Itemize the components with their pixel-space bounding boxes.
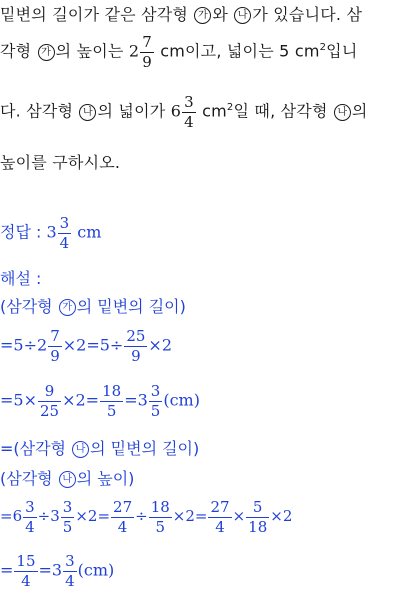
problem-text: 입니 (326, 41, 358, 61)
fraction (23, 499, 37, 535)
denominator: 9 (142, 52, 152, 71)
mixed-number (138, 383, 164, 419)
numerator: 3 (150, 382, 161, 400)
superscript: 2 (319, 42, 327, 54)
problem-text: 일 때, 삼각형 (233, 101, 333, 121)
problem-text: 의 넓이가 (97, 101, 171, 121)
problem-line-1 (0, 2, 362, 25)
denominator: 4 (25, 517, 35, 536)
denominator: 25 (40, 401, 60, 420)
solution-step-2 (0, 436, 199, 459)
problem-text: cm (196, 101, 227, 121)
eq-text: =5× (0, 390, 37, 410)
whole-part: 6 (170, 101, 182, 121)
eq-text: =5÷ (0, 335, 37, 355)
fraction (58, 215, 72, 251)
numerator: 9 (38, 383, 61, 402)
triangle-na-mark: 나 (334, 104, 351, 121)
problem-text: 각형 (0, 41, 37, 61)
mixed-number (13, 499, 38, 535)
fraction (124, 328, 147, 364)
numerator: 3 (62, 498, 73, 516)
whole-part: 3 (137, 390, 148, 410)
unit: (cm) (163, 390, 200, 410)
whole-part: 3 (50, 507, 60, 525)
area-mixed-number (171, 94, 197, 130)
step-text: (삼각형 (0, 469, 58, 488)
equation-2 (0, 383, 200, 419)
problem-line-2 (0, 34, 357, 70)
problem-line-3 (0, 94, 368, 130)
numerator: 18 (102, 382, 122, 400)
eq-text: ×2= (62, 390, 100, 410)
fraction (61, 499, 75, 535)
triangle-ga-mark: 가 (38, 44, 55, 61)
denominator: 5 (106, 401, 117, 420)
whole-part: 3 (46, 222, 57, 242)
denominator: 5 (62, 517, 73, 536)
eq-text: = (0, 507, 13, 525)
step-text: =(삼각형 (0, 439, 72, 458)
equation-4 (0, 553, 114, 589)
height-mixed-number (129, 34, 155, 70)
problem-text: 높이를 구하시오. (0, 153, 121, 172)
problem-text: cm이고, 넓이는 5 cm (154, 41, 320, 61)
numerator: 27 (210, 498, 230, 516)
denominator: 4 (59, 233, 70, 252)
fraction (14, 553, 37, 589)
numerator: 27 (113, 498, 133, 516)
denominator: 4 (21, 571, 31, 590)
whole-part: 2 (37, 335, 48, 355)
triangle-na-mark: 나 (72, 441, 89, 458)
fraction (149, 383, 163, 419)
solution-step-1 (0, 294, 186, 317)
eq-text: ×2 (148, 335, 172, 355)
eq-text: ×2= (75, 507, 111, 525)
eq-text: × (232, 507, 246, 525)
solution-step-3 (0, 466, 134, 489)
step-text: (삼각형 (0, 297, 58, 316)
mixed-number (52, 553, 78, 589)
step-text: 의 밑변의 길이) (90, 439, 200, 458)
denominator: 9 (50, 346, 60, 365)
eq-text: ×2= (172, 507, 208, 525)
fraction (111, 499, 134, 535)
equation-1 (0, 328, 172, 364)
numerator: 3 (59, 214, 70, 232)
numerator: 3 (184, 93, 194, 111)
denominator: 4 (65, 571, 75, 590)
fraction (100, 383, 123, 419)
triangle-ga-mark: 가 (59, 299, 76, 316)
fraction (38, 383, 61, 419)
problem-text: 가 있습니다. 삼 (252, 5, 363, 24)
fraction (246, 499, 269, 535)
eq-text: ×2 (270, 507, 293, 525)
fraction (149, 499, 172, 535)
denominator: 4 (117, 517, 128, 536)
answer-unit: cm (72, 222, 102, 242)
problem-text: 의 높이는 (55, 41, 129, 61)
eq-text: = (38, 560, 52, 580)
fraction (63, 553, 77, 589)
superscript: 2 (226, 102, 234, 114)
equation-3 (0, 499, 292, 535)
triangle-na-mark: 나 (59, 471, 76, 488)
numerator: 25 (126, 327, 146, 345)
denominator: 18 (248, 517, 268, 536)
mixed-number (37, 328, 63, 364)
triangle-na-mark: 나 (234, 7, 251, 24)
denominator: 4 (184, 112, 194, 131)
fraction (182, 94, 196, 130)
numerator: 7 (50, 327, 60, 345)
step-text: 의 밑변의 길이) (76, 297, 186, 316)
whole-part: 6 (12, 507, 23, 525)
eq-text: ×2=5÷ (62, 335, 124, 355)
fraction (140, 34, 154, 70)
whole-part: 2 (128, 41, 140, 61)
answer-line (0, 215, 101, 251)
mixed-number (50, 499, 75, 535)
problem-text: 다. 삼각형 (0, 101, 79, 121)
eq-text: ÷ (37, 507, 51, 525)
problem-line-4 (0, 150, 120, 173)
numerator: 7 (142, 33, 152, 51)
triangle-na-mark: 나 (79, 104, 96, 121)
denominator: 5 (150, 401, 161, 420)
problem-text: 와 (212, 5, 234, 24)
problem-text: 밑변의 길이가 같은 삼각형 (0, 5, 194, 24)
eq-text: = (0, 560, 14, 580)
fraction (208, 499, 231, 535)
solution-label: 해설 : (0, 269, 42, 288)
answer-label: 정답 : (0, 222, 47, 242)
numerator: 3 (65, 552, 75, 570)
unit: (cm) (77, 560, 115, 580)
numerator: 5 (246, 499, 269, 518)
answer-value (46, 215, 72, 251)
numerator: 15 (16, 552, 36, 570)
denominator: 5 (155, 517, 166, 536)
solution-heading (0, 266, 41, 289)
fraction (48, 328, 62, 364)
denominator: 9 (131, 346, 141, 365)
triangle-ga-mark: 가 (194, 7, 211, 24)
numerator: 3 (25, 498, 35, 516)
step-text: 의 높이) (76, 469, 135, 488)
eq-text: = (124, 390, 138, 410)
whole-part: 3 (51, 560, 63, 580)
numerator: 18 (150, 498, 170, 516)
eq-text: ÷ (135, 507, 148, 525)
problem-text: 의 (351, 101, 368, 121)
denominator: 4 (215, 517, 225, 536)
